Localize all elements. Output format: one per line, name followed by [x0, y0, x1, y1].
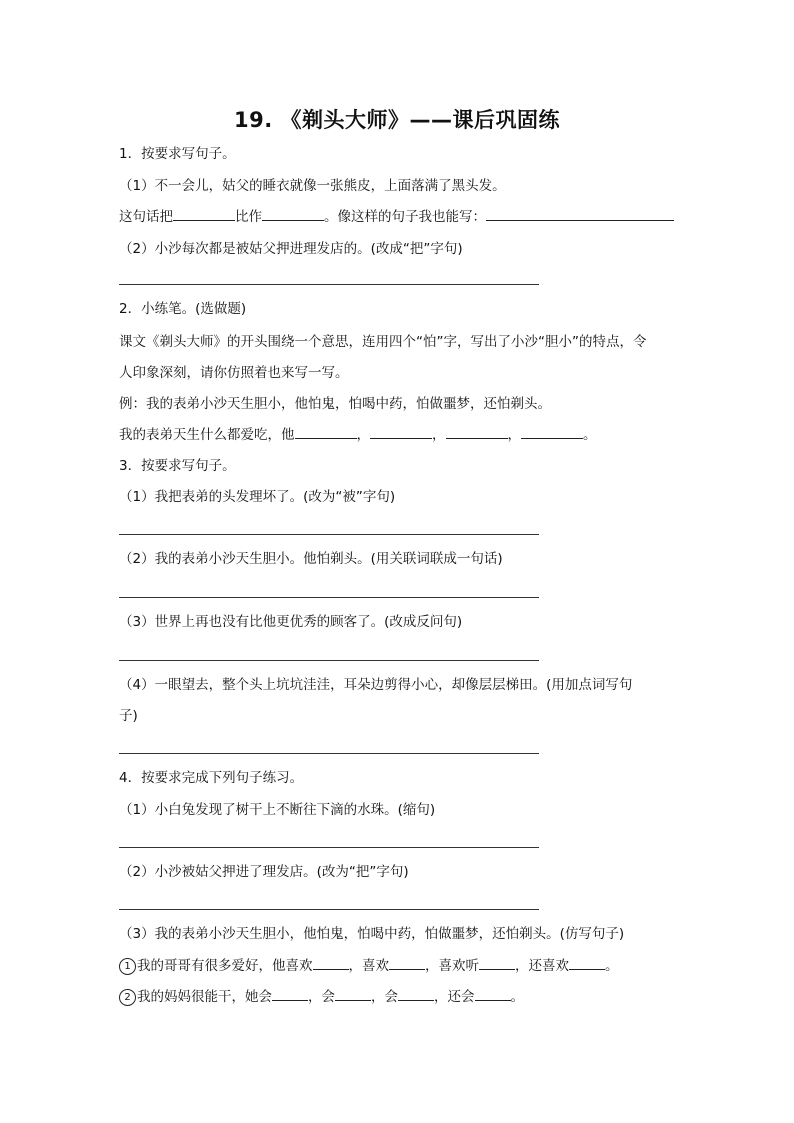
q4-s1-blank-4[interactable] [569, 957, 605, 970]
q4-heading: 4．按要求完成下列句子练习。 [119, 770, 304, 786]
q4-part1-prompt: （1）小白兔发现了树干上不断往下滴的水珠。(缩句) [119, 802, 436, 818]
q3-part2-answer-line[interactable] [119, 597, 539, 598]
q1-blank-subject[interactable] [173, 208, 235, 221]
q2-example: 例：我的表弟小沙天生胆小，他怕鬼，怕喝中药，怕做噩梦，还怕剃头。 [119, 396, 551, 412]
q4-s1-text-c: ，喜欢听 [425, 958, 479, 974]
q4-sentence2 [119, 988, 524, 1006]
q3-part4-answer-line[interactable] [119, 753, 539, 754]
q4-s2-text-c: ，会 [371, 989, 398, 1005]
q2-comma-3: ， [507, 427, 521, 443]
q2-comma-2: ， [432, 427, 446, 443]
q2-text-line2: 人印象深刻，请你仿照着也来写一写。 [119, 365, 349, 381]
q3-part3-answer-line[interactable] [119, 660, 539, 661]
q3-part3-prompt: （3）世界上再也没有比他更优秀的顾客了。(改成反问句) [119, 614, 463, 630]
q2-fill-text: 我的表弟天生什么都爱吃，他 [119, 427, 295, 443]
q4-s2-blank-1[interactable] [272, 988, 308, 1001]
q2-comma-1: ， [356, 427, 370, 443]
page-title: 19. 《剃头大师》——课后巩固练 [233, 108, 560, 132]
q1-fill-text-b: 比作 [235, 209, 262, 225]
q4-s1-text-d: ，还喜欢 [515, 958, 569, 974]
q4-s2-blank-2[interactable] [335, 988, 371, 1001]
q2-fill-line [119, 426, 597, 444]
q1-part2-prompt: （2）小沙每次都是被姑父押进理发店的。(改成“把”字句) [119, 241, 463, 257]
q2-blank-3[interactable] [446, 426, 508, 439]
q3-part1-answer-line[interactable] [119, 534, 539, 535]
q4-s1-blank-3[interactable] [479, 957, 515, 970]
q1-part2-answer-line[interactable] [119, 284, 539, 285]
q4-part1-answer-line[interactable] [119, 847, 539, 848]
q4-s1-end: 。 [605, 958, 619, 974]
q1-blank-object[interactable] [262, 208, 324, 221]
q1-part1-prompt: （1）不一会儿，姑父的睡衣就像一张熊皮，上面落满了黑头发。 [119, 178, 506, 194]
circled-number-2: 2 [119, 989, 136, 1006]
q3-part4-prompt-line1: （4）一眼望去，整个头上坑坑洼洼，耳朵边剪得小心，却像层层梯田。(用加点词写句 [119, 677, 633, 693]
q4-s2-text-a: 我的妈妈很能干，她会 [137, 989, 272, 1005]
q2-blank-2[interactable] [370, 426, 432, 439]
q3-part2-prompt: （2）我的表弟小沙天生胆小。他怕剃头。(用关联词联成一句话) [119, 551, 503, 567]
q4-sentence1 [119, 957, 619, 975]
q4-s2-text-b: ，会 [308, 989, 335, 1005]
q2-blank-1[interactable] [295, 426, 357, 439]
q3-heading: 3．按要求写句子。 [119, 458, 236, 474]
q2-text-line1: 课文《剃头大师》的开头围绕一个意思，连用四个“怕”字，写出了小沙“胆小”的特点，令 [119, 334, 647, 350]
q4-s2-blank-4[interactable] [475, 988, 511, 1001]
q4-s1-blank-1[interactable] [313, 957, 349, 970]
q3-part4-prompt-line2: 子) [119, 708, 138, 724]
q4-s2-blank-3[interactable] [398, 988, 434, 1001]
q4-part3-prompt: （3）我的表弟小沙天生胆小，他怕鬼，怕喝中药，怕做噩梦，还怕剃头。(仿写句子) [119, 926, 625, 942]
q4-s1-blank-2[interactable] [389, 957, 425, 970]
q4-s2-text-d: ，还会 [434, 989, 475, 1005]
q4-part2-answer-line[interactable] [119, 909, 539, 910]
q4-s1-text-a: 我的哥哥有很多爱好，他喜欢 [137, 958, 313, 974]
circled-number-1: 1 [119, 958, 136, 975]
q4-s2-end: 。 [510, 989, 524, 1005]
q4-part2-prompt: （2）小沙被姑父押进了理发店。(改为“把”字句) [119, 864, 409, 880]
q1-fill-text-c: 。像这样的句子我也能写： [324, 209, 486, 225]
q1-heading: 1．按要求写句子。 [119, 146, 236, 162]
q4-s1-text-b: ，喜欢 [348, 958, 389, 974]
q2-heading: 2．小练笔。(选做题) [119, 301, 247, 317]
q1-fill-text-a: 这句话把 [119, 209, 173, 225]
q3-part1-prompt: （1）我把表弟的头发理坏了。(改为“被”字句) [119, 489, 396, 505]
q1-blank-own-sentence[interactable] [486, 208, 674, 221]
q2-period: 。 [583, 427, 597, 443]
q1-part1-fill [119, 208, 674, 226]
q2-blank-4[interactable] [521, 426, 583, 439]
